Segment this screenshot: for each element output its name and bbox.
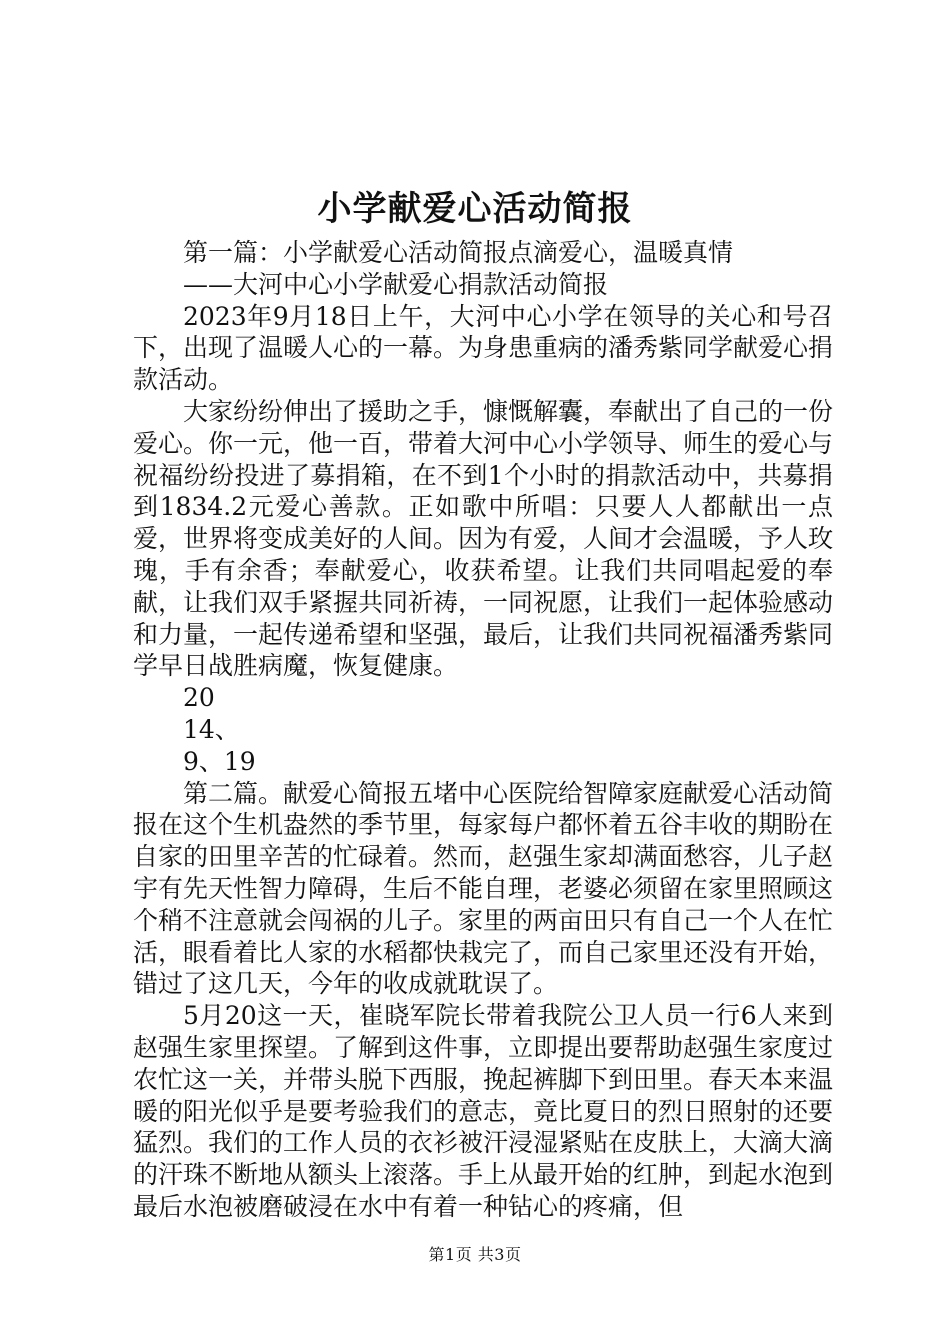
paragraph-section1-subheading: ——大河中心小学献爱心捐款活动简报	[183, 269, 609, 299]
document-body	[133, 237, 833, 1223]
page-footer: 第1页 共3页	[428, 1245, 522, 1264]
paragraph-date-fragment: 20	[183, 683, 215, 713]
paragraph-date-fragment: 9、19	[183, 746, 256, 776]
paragraph-date-fragment: 14、	[183, 714, 240, 744]
paragraph: 2023年9月18日上午，大河中心小学在领导的关心和号召下，出现了温暖人心的一幕。为身患重病的潘秀紫同学献爱心捐款活动。	[133, 301, 834, 395]
paragraph: 5月20这一天，崔晓军院长带着我院公卫人员一行6人来到赵强生家里探望。了解到这件事，立即提出要帮助赵强生家度过农忙这一关，并带头脱下西服，挽起裤脚下到田里。春天本来温暖的阳光似乎是要考验我们的意志，竟比夏日的烈日照射的还要猛烈。我们的工作人员的衣衫被汗浸湿紧贴在皮肤上，大滴大滴的汗珠不断地从额头上滚落。手上从最开始的红肿，到起水泡到最后水泡被磨破浸在水中有着一种钻心的疼痛，但	[133, 1001, 834, 1221]
paragraph-section1-heading: 第一篇：小学献爱心活动简报点滴爱心，温暖真情	[183, 238, 734, 267]
paragraph: 大家纷纷伸出了援助之手，慷慨解囊，奉献出了自己的一份爱心。你一元，他一百，带着大河中心小学领导、师生的爱心与祝福纷纷投进了募捐箱，在不到1个小时的捐款活动中，共募捐到1834.2元爱心善款。正如歌中所唱：只要人人都献出一点爱，世界将变成美好的人间。因为有爱，人间才会温暖，予人玫瑰，手有余香；奉献爱心，收获希望。让我们共同唱起爱的奉献，让我们双手紧握共同祈祷，一同祝愿，让我们一起体验感动和力量，一起传递希望和坚强，最后，让我们共同祝福潘秀紫同学早日战胜病魔，恢复健康。	[133, 396, 834, 681]
document-title: 小学献爱心活动简报	[317, 189, 633, 229]
paragraph-section2: 第二篇。献爱心简报五堵中心医院给智障家庭献爱心活动简报在这个生机盎然的季节里，每家每户都怀着五谷丰收的期盼在自家的田里辛苦的忙碌着。然而，赵强生家却满面愁容，儿子赵宇有先天性智力障碍，生后不能自理，老婆必须留在家里照顾这个稍不注意就会闯祸的儿子。家里的两亩田只有自己一个人在忙活，眼看着比人家的水稻都快栽完了，而自己家里还没有开始，错过了这几天，今年的收成就耽误了。	[133, 778, 834, 999]
